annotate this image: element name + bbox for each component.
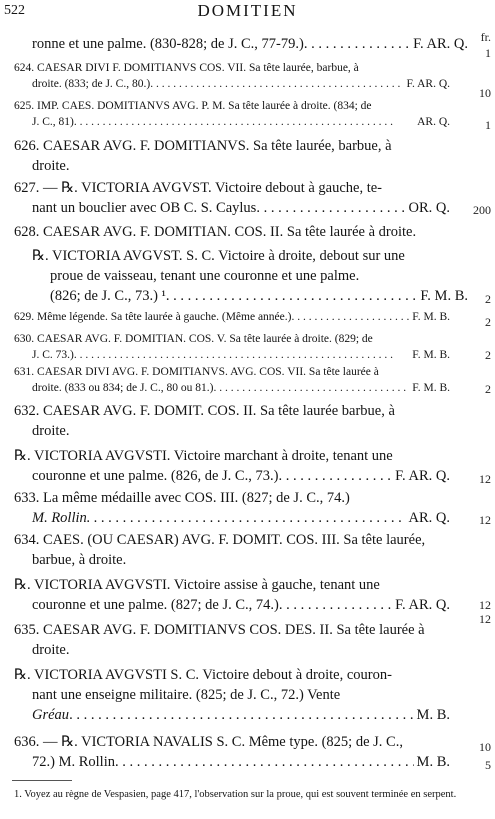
entry: 627. — ℞. VICTORIA AVGVST. Victoire debout à gauche, te- nant un bouclier avec OB C. S. Caylus . . . OR. Q. [14, 178, 450, 218]
page-number: 522 [4, 3, 25, 18]
entry: ℞. VICTORIA AVGVSTI. Victoire marchant à droite, tenant une couronne et une palme. (826, de J. C., 73.) . . . F. AR. Q. [14, 446, 450, 486]
entry: 634. CAES. (OU CAESAR) AVG. F. DOMIT. COS. III. Sa tête laurée, barbue, à droite. [14, 532, 426, 568]
entry: 631. CAESAR DIVI AVG. F. DOMITIANVS. AVG. COS. VII. Sa tête laurée à droite. (833 ou 834; de J. C., 80 ou 81.) . . . F. M. B. [14, 364, 450, 396]
footnote-rule [12, 780, 72, 781]
entry: 636. — ℞. VICTORIA NAVALIS S. C. Même type. (825; de J. C., 72.) M. Rollin . . . M. B. [14, 732, 450, 772]
entry: 625. IMP. CAES. DOMITIANVS AVG. P. M. Sa tête laurée à droite. (834; de J. C., 81) . . . AR. Q. [14, 98, 450, 130]
entry: ℞. VICTORIA AVGVSTI S. C. Victoire debout à droite, couron- nant une enseigne militaire. (825; de J. C., 72.) Vente Gréau . . . M. B. [14, 665, 450, 725]
footnote: 1. Voyez au règne de Vespasien, page 417, l'observation sur la proue, qui est souvent terminée en serpent. [14, 789, 457, 800]
entry: 628. CAESAR AVG. F. DOMITIAN. COS. II. Sa tête laurée à droite. [14, 224, 417, 240]
entry: ℞. VICTORIA AVGVST. S. C. Victoire à droite, debout sur une proue de vaisseau, tenant une couronne et une palme. (826; de J. C., 73.) ¹ . . . F. M. B. [14, 246, 468, 306]
entry: ronne et une palme. (830-828; de J. C., 77-79.) . . . F. AR. Q. [14, 34, 468, 54]
running-title: DOMITIEN [197, 1, 298, 20]
entry: 635. CAESAR AVG. F. DOMITIANVS COS. DES. II. Sa tête laurée à droite. [14, 622, 425, 658]
margin-note: 12 [479, 472, 491, 486]
entry: 633. La même médaille avec COS. III. (827; de J. C., 74.) M. Rollin . . . AR. Q. [14, 488, 450, 528]
margin-note: 2 [485, 382, 491, 396]
margin-note: 2 [485, 348, 491, 362]
margin-note: 12 [479, 513, 491, 527]
margin-note: 12 [479, 598, 491, 612]
margin-note: 5 [485, 758, 491, 772]
entry: 626. CAESAR AVG. F. DOMITIANVS. Sa tête laurée, barbue, à droite. [14, 138, 392, 174]
margin-note: 2 [485, 292, 491, 306]
entry: ℞. VICTORIA AVGVSTI. Victoire assise à gauche, tenant une couronne et une palme. (827; de J. C., 74.) . . . F. AR. Q. [14, 575, 450, 615]
margin-note: 10 [479, 86, 491, 100]
margin-note: fr. [480, 30, 491, 44]
margin-note: 12 [479, 612, 491, 626]
margin-note: 1 [485, 118, 491, 132]
entry: 624. CAESAR DIVI F. DOMITIANVS COS. VII. Sa tête laurée, barbue, à droite. (833; de J. C., 80.) . . . F. AR. Q. [14, 60, 450, 92]
margin-note: 200 [473, 203, 491, 217]
margin-note: 2 [485, 315, 491, 329]
entry: 629. Même légende. Sa tête laurée à gauche. (Même année.) . . . F. M. B. [14, 309, 450, 325]
entry: 630. CAESAR AVG. F. DOMITIAN. COS. V. Sa tête laurée à droite. (829; de J. C. 73.) . . . F. M. B. [14, 331, 450, 363]
entry: 632. CAESAR AVG. F. DOMIT. COS. II. Sa tête laurée barbue, à droite. [14, 403, 395, 439]
margin-note: 10 [479, 740, 491, 754]
margin-note: 1 [485, 46, 491, 60]
